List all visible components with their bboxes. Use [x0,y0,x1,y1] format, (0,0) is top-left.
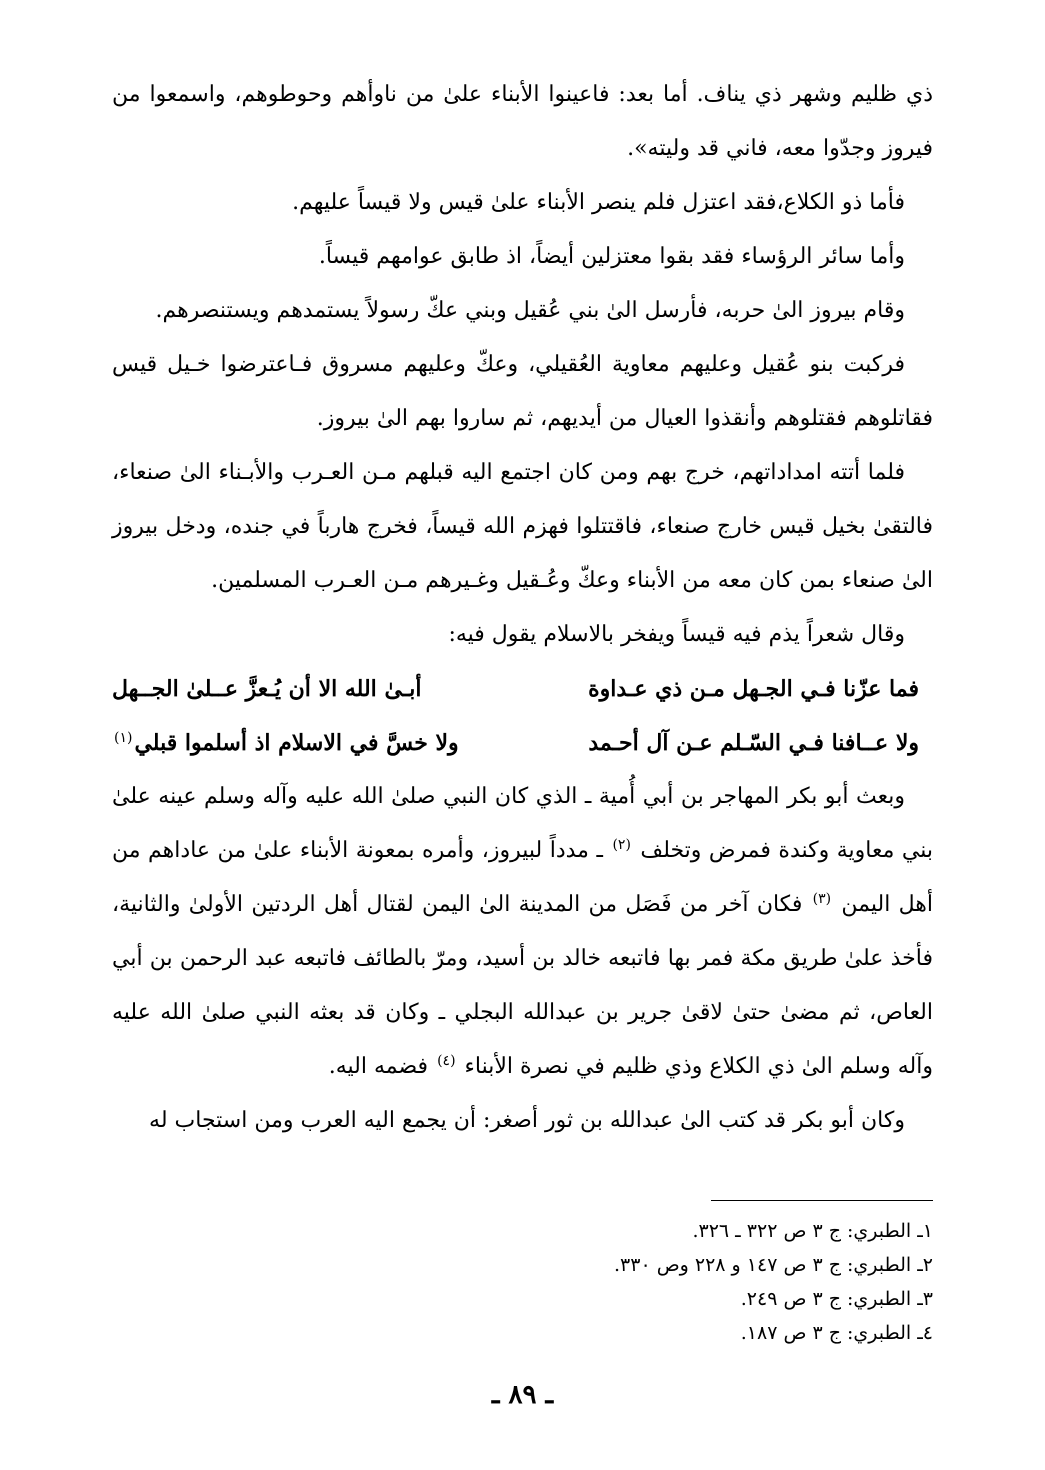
paragraph-8-part-c: فكان آخر من فَصَل من المدينة الىٰ اليمن لقتال أهل الردتين الأولىٰ والثانية، فأخذ علىٰ طريق مكة فمر بها فاتبعه خالد بن أسيد، ومرّ بالطائف فاتبعه عبد الرحمن بن أبي العاص، ثم مضىٰ حتىٰ لاقىٰ جرير بن عبدالله البجلي ـ وكان قد بعثه النبي صلىٰ الله عليه وآله وسلم الىٰ ذي الكلاع وذي ظليم في نصرة الأبناء [112,892,933,1079]
paragraph-9: وكان أبو بكر قد كتب الىٰ عبدالله بن ثور أصغر: أن يجمع اليه العرب ومن استجاب له [149,1108,905,1133]
continued-text [112,770,933,1148]
footnote-2: ٢ـ الطبري: ج ٣ ص ١٤٧ و ٢٢٨ وص ٣٣٠. [613,1254,933,1276]
footnote-ref-3: (٣) [812,890,832,907]
paragraph-8-part-b: ـ مدداً لبيروز، وأمره بمعونة الأبناء علىٰ من عاداهم من أهل اليمن [112,838,933,917]
poem-line-2 [112,716,919,770]
footnote-ref-4: (٤) [437,1052,456,1069]
paragraph-6: فلما أتته امداداتهم، خرج بهم ومن كان اجتمع اليه قبلهم مـن العـرب والأبـناء الىٰ صنعاء، فالتقىٰ بخيل قيس خارج صنعاء، فاقتتلوا فهزم الله قيساً، فخرج هارباً في جنده، ودخل بيروز الىٰ صنعاء بمن كان معه من الأبناء وعكّ وعُـقيل وغـيرهم مـن العـرب المسلمين. [112,460,934,593]
paragraph-8-part-d: فضمه اليه. [328,1054,429,1079]
poem-line-2-second-hemistich [112,716,459,770]
page-number: ـ ٨٩ ـ [491,1380,554,1410]
footnote-3: ٣ـ الطبري: ج ٣ ص ٢٤٩. [740,1288,933,1310]
poem [112,662,933,770]
poem-line-2-text: ولا خسَّ في الاسلام اذ أسلموا قبلي [134,730,459,756]
footnote-ref-2: (٢) [612,836,631,853]
paragraph-5: فركبت بنو عُقيل وعليهم معاوية العُقيلي، وعكّ وعليهم مسروق فـاعترضوا خـيل قيس فقاتلوهم فقتلوهم وأنقذوا العيال من أيديهم، ثم ساروا بهم الىٰ بيروز. [112,352,933,431]
poem-line-1 [112,662,919,716]
footnote-ref-1: (١) [114,729,133,746]
footnote-4: ٤ـ الطبري: ج ٣ ص ١٨٧. [740,1322,933,1344]
poem-line-2-first-hemistich: ولا عــافنا فـي السّـلم عـن آل أحـمد [588,730,919,756]
paragraph-1: ذي ظليم وشهر ذي يناف. أما بعد: فاعينوا الأبناء علىٰ من ناوأهم وحوطوهم، واسمعوا من فيروز وجدّوا معه، فاني قد وليته». [112,82,933,161]
footnote-1: ١ـ الطبري: ج ٣ ص ٣٢٢ ـ ٣٢٦. [692,1220,933,1242]
footnotes [113,1214,933,1350]
main-text [112,68,933,662]
paragraph-8 [112,770,933,1094]
paragraph-2: فأما ذو الكلاع،فقد اعتزل فلم ينصر الأبناء علىٰ قيس ولا قيساً عليهم. [292,190,905,215]
poem-line-1-first-hemistich: فما عزّنا فـي الجـهل مـن ذي عـداوة [588,676,919,702]
poem-line-1-second-hemistich: أبـىٰ الله الا أن يُـعزَّ عــلىٰ الجــهل [112,676,422,702]
paragraph-3: وأما سائر الرؤساء فقد بقوا معتزلين أيضاً، اذ طابق عوامهم قيساً. [318,244,905,269]
paragraph-7: وقال شعراً يذم فيه قيساً ويفخر بالاسلام يقول فيه: [448,622,905,647]
paragraph-4: وقام بيروز الىٰ حربه، فأرسل الىٰ بني عُقيل وبني عكّ رسولاً يستمدهم ويستنصرهم. [155,298,905,323]
paragraph-8-part-a: وبعث أبو بكر المهاجر بن أبي أُمية ـ الذي كان النبي صلىٰ الله عليه وآله وسلم عينه علىٰ بني معاوية وكندة فمرض وتخلف [112,784,933,863]
footnote-separator [711,1200,933,1201]
